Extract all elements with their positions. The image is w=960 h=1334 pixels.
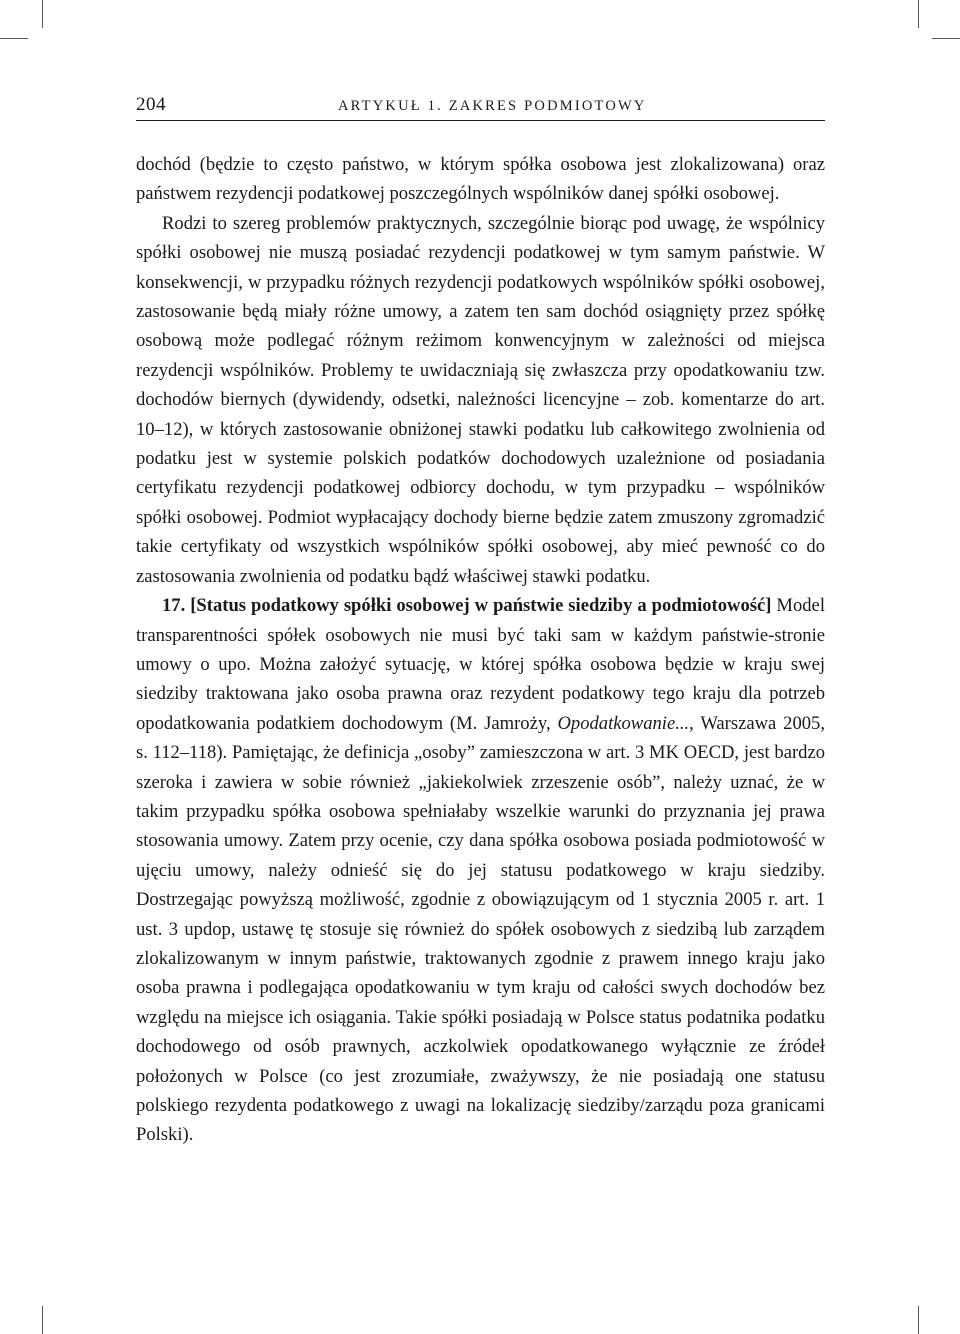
crop-mark [42,0,43,28]
citation-title: Opodatkowanie... [557,712,690,734]
crop-mark [0,38,28,39]
crop-mark [932,38,960,39]
section-number: 17. [162,595,186,617]
crop-mark [42,1306,43,1334]
paragraph: Rodzi to szereg problemów praktycznych, szczególnie biorąc pod uwagę, że wspólnicy spółki osobowej nie muszą posiadać rezydencji podatkowej w tym samym państwie. W konsekwencji, w przypadku różnych rezydencji podatkowych wspólników spółki osobowej, zastosowanie będą miały różne umowy, a zatem ten sam dochód osiągnięty przez spółkę osobową może podlegać różnym reżimom konwencyjnym w zależności od miejsca rezydencji wspólników. Problemy te uwidaczniają się zwłaszcza przy opodatkowaniu tzw. dochodów biernych (dywidendy, odsetki, należności licencyjne – zob. komentarze do art. 10–12), w których zastosowanie obniżonej stawki podatku lub całkowitego zwolnienia od podatku jest w systemie polskich podatków dochodowych uzależnione od posiadania certyfikatu rezydencji podatkowej odbiorcy dochodu, w tym przypadku – wspólników spółki osobowej. Podmiot wypłacający dochody bierne będzie zatem zmuszony zgromadzić takie certyfikaty od wszystkich wspólników spółki osobowej, aby mieć pewność co do zastosowania zwolnienia od podatku bądź właściwej stawki podatku. [136,212,825,587]
running-head: ARTYKUŁ 1. ZAKRES PODMIOTOWY [338,98,647,114]
paragraph: dochód (będzie to często państwo, w którym spółka osobowa jest zlokalizowana) oraz państwem rezydencji podatkowej poszczególnych wspólników danej spółki osobowej. [136,154,825,205]
page-number: 204 [136,94,166,115]
paragraph-text: , Warszawa 2005, s. 112–118). Pamiętając, że definicja „osoby” zamieszczona w art. 3 MK OECD, jest bardzo szeroka i zawiera w sobie również „jakiekolwiek zrzeszenie osób”, należy uznać, że w takim przypadku spółka osobowa spełniałaby wszelkie warunki do przyznania jej prawa stosowania umowy. Zatem przy ocenie, czy dana spółka osobowa posiada podmiotowość w ujęciu umowy, należy odnieść się do jej statusu podatkowego w kraju siedziby. Dostrzegając powyższą możliwość, zgodnie z obowiązującym od 1 stycznia 2005 r. art. 1 ust. 3 updop, ustawę tę stosuje się również do spółek osobowych z siedzibą lub zarządem zlokalizowanym w innym państwie, traktowanych zgodnie z prawem innego kraju jako osoba prawna i podlegająca opodatkowaniu w tym kraju od całości swych dochodów bez względu na miejsce ich osiągania. Takie spółki posiadają w Polsce status podatnika podatku dochodowego od osób prawnych, aczkolwiek opodatkowanego wyłącznie ze źródeł położonych w Polsce (co jest zrozumiałe, zważywszy, że nie posiadają one statusu polskiego rezydenta podatkowego z uwagi na lokalizację siedziby/zarządu poza granicami Polski). [136,712,825,1146]
section-title: [Status podatkowy spółki osobowej w państwie siedziby a podmiotowość] [190,595,772,617]
section-paragraph [136,591,825,1150]
body-text [136,150,825,1150]
crop-mark [918,1306,919,1334]
page-header [136,94,825,121]
crop-mark [918,0,919,28]
paragraph-text: Model transparentności spółek osobowych nie musi być taki sam w każdym państwie-stronie umowy o upo. Można założyć sytuację, w której spółka osobowa będzie w kraju swej siedziby traktowana jako osoba prawna oraz rezydent podatkowy tego kraju dla potrzeb opodatkowania podatkiem dochodowym (M. Jamroży, [136,595,825,734]
